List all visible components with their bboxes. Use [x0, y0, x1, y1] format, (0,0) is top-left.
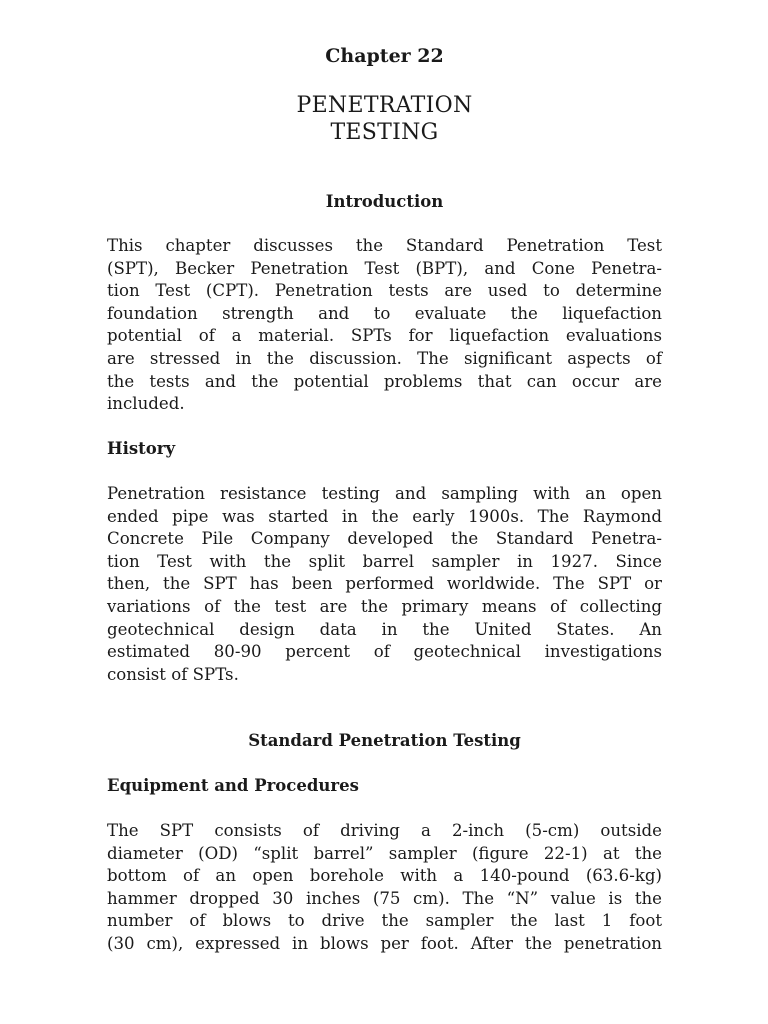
chapter-title [107, 92, 662, 146]
paragraph-line: estimated 80-90 percent of geotechnical investigations [107, 642, 662, 662]
paragraph-line: the tests and the potential problems that can occur are [107, 371, 662, 391]
paragraph-line: foundation strength and to evaluate the liquefaction [107, 303, 662, 323]
paragraph-line: hammer dropped 30 inches (75 cm). The “N” value is the [107, 888, 662, 908]
paragraph-line: number of blows to drive the sampler the last 1 foot [107, 911, 662, 931]
chapter-title-line: TESTING [330, 120, 439, 145]
history-heading: History [107, 439, 176, 458]
chapter-number: Chapter 22 [325, 45, 444, 67]
introduction-heading: Introduction [325, 192, 444, 211]
paragraph-line: bottom of an open borehole with a 140-pound (63.6-kg) [107, 866, 662, 886]
paragraph-line: (30 cm), expressed in blows per foot. After the penetration [107, 933, 662, 953]
paragraph-line: (SPT), Becker Penetration Test (BPT), and Cone Penetra- [107, 258, 662, 278]
chapter-title-line: PENETRATION [296, 93, 473, 118]
paragraph-line: consist of SPTs. [107, 664, 239, 684]
introduction-paragraph [107, 235, 662, 416]
paragraph-line: then, the SPT has been performed worldwide. The SPT or [107, 574, 662, 594]
paragraph-line: This chapter discusses the Standard Penetration Test [107, 236, 662, 255]
paragraph-line: Concrete Pile Company developed the Standard Penetra- [107, 529, 662, 549]
paragraph-line: ended pipe was started in the early 1900s. The Raymond [107, 506, 662, 526]
paragraph-line: Penetration resistance testing and sampling with an open [107, 484, 662, 503]
equipment-heading: Equipment and Procedures [107, 776, 359, 795]
paragraph-line: diameter (OD) “split barrel” sampler (figure 22-1) at the [107, 843, 662, 863]
paragraph-line: included. [107, 394, 185, 414]
spt-heading: Standard Penetration Testing [248, 731, 521, 750]
paragraph-line: The SPT consists of driving a 2-inch (5-cm) outside [107, 821, 662, 840]
paragraph-line: are stressed in the discussion. The significant aspects of [107, 348, 662, 368]
paragraph-line: potential of a material. SPTs for liquefaction evaluations [107, 326, 662, 346]
paragraph-line: variations of the test are the primary means of collecting [107, 596, 662, 616]
paragraph-line: tion Test with the split barrel sampler in 1927. Since [107, 551, 662, 571]
document-page [107, 0, 662, 1024]
paragraph-line: geotechnical design data in the United States. An [107, 619, 662, 639]
history-paragraph [107, 483, 662, 686]
equipment-paragraph [107, 820, 662, 956]
paragraph-line: tion Test (CPT). Penetration tests are used to determine [107, 281, 662, 301]
